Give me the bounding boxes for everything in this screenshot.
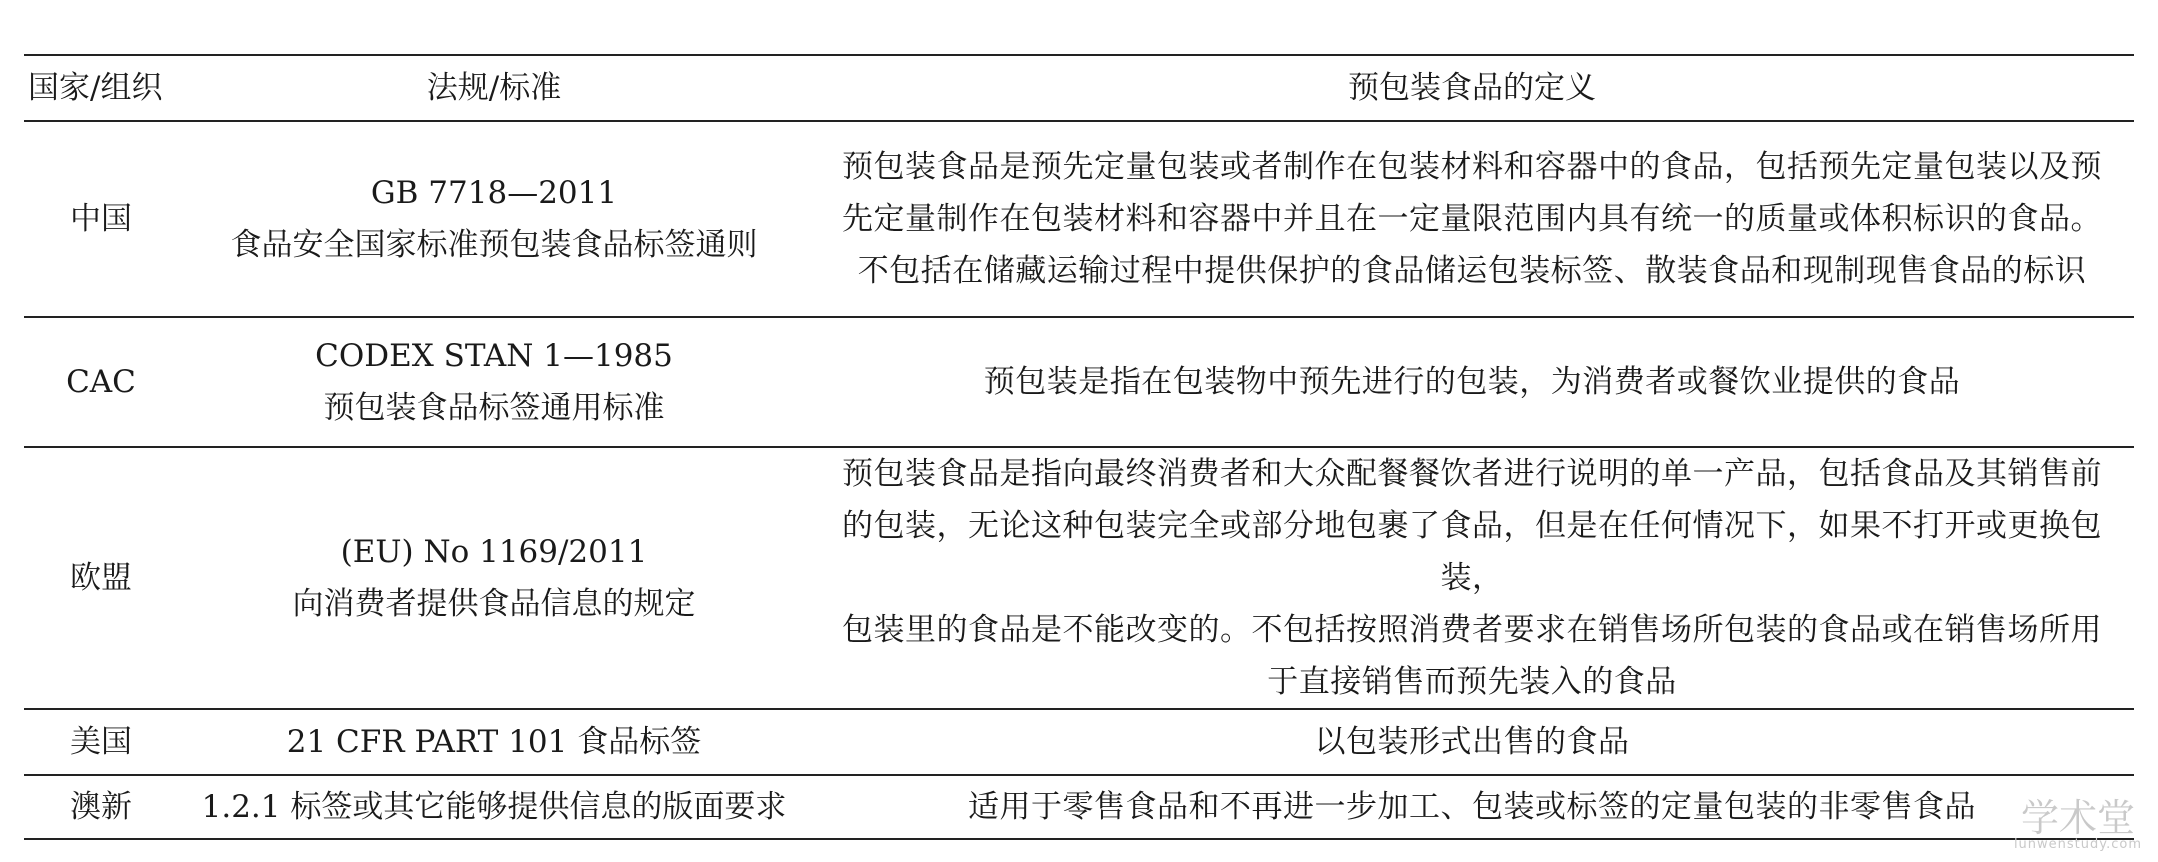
cell-regulation [178, 447, 810, 709]
regulation-title: 向消费者提供食品信息的规定 [292, 586, 696, 622]
cell-country: 欧盟 [24, 447, 178, 709]
cell-country: 澳新 [24, 775, 178, 839]
watermark-url: lunwenstudy.com [2013, 837, 2142, 852]
definition-line: 预包装食品是预先定量包装或者制作在包装材料和容器中的食品，包括预先定量包装以及预 [842, 149, 2102, 185]
definition-line: 的包装，无论这种包装完全或部分地包裹了食品，但是在任何情况下，如果不打开或更换包装， [842, 508, 2102, 596]
table-row-china [24, 121, 2134, 317]
table-header-row [24, 55, 2134, 121]
regulation-title: 食品安全国家标准预包装食品标签通则 [230, 227, 758, 263]
regulation-code: GB 7718—2011 [370, 175, 618, 211]
cell-regulation [178, 317, 810, 447]
prepackaged-food-definition-table [24, 54, 2134, 840]
cell-definition [810, 121, 2134, 317]
table-row-eu [24, 447, 2134, 709]
cell-country: CAC [24, 317, 178, 447]
cell-regulation [178, 775, 810, 839]
definition-line: 于直接销售而预先装入的食品 [1267, 664, 1677, 700]
header-regulation: 法规/标准 [178, 55, 810, 121]
cell-regulation [178, 121, 810, 317]
cell-country: 中国 [24, 121, 178, 317]
cell-country: 美国 [24, 709, 178, 775]
regulation-code: 21 CFR PART 101 食品标签 [286, 724, 702, 760]
regulation-code: CODEX STAN 1—1985 [315, 338, 673, 374]
header-country: 国家/组织 [24, 55, 178, 121]
cell-definition [810, 447, 2134, 709]
table-row-cac [24, 317, 2134, 447]
definition-line: 预包装是指在包装物中预先进行的包装，为消费者或餐饮业提供的食品 [983, 364, 1961, 400]
watermark-logo-text: 学术堂 [2020, 796, 2135, 840]
cell-regulation [178, 709, 810, 775]
definition-line: 以包装形式出售的食品 [1314, 724, 1630, 760]
site-watermark [2014, 798, 2142, 852]
definition-line: 包装里的食品是不能改变的。不包括按照消费者要求在销售场所包装的食品或在销售场所用 [842, 612, 2102, 648]
definition-line: 不包括在储藏运输过程中提供保护的食品储运包装标签、散装食品和现制现售食品的标识 [857, 253, 2087, 289]
header-definition: 预包装食品的定义 [810, 55, 2134, 121]
table-row-anz [24, 775, 2134, 839]
cell-definition [810, 709, 2134, 775]
definition-line: 先定量制作在包装材料和容器中并且在一定量限范围内具有统一的质量或体积标识的食品。 [842, 201, 2102, 237]
regulation-code: (EU) No 1169/2011 [340, 534, 648, 570]
definition-line: 预包装食品是指向最终消费者和大众配餐餐饮者进行说明的单一产品，包括食品及其销售前 [842, 456, 2102, 492]
definition-table-container [24, 54, 2134, 840]
table-row-usa [24, 709, 2134, 775]
cell-definition [810, 317, 2134, 447]
regulation-code: 1.2.1 标签或其它能够提供信息的版面要求 [201, 789, 787, 825]
cell-definition [810, 775, 2134, 839]
definition-line: 适用于零售食品和不再进一步加工、包装或标签的定量包装的非零售食品 [968, 789, 1976, 825]
regulation-title: 预包装食品标签通用标准 [323, 390, 665, 426]
